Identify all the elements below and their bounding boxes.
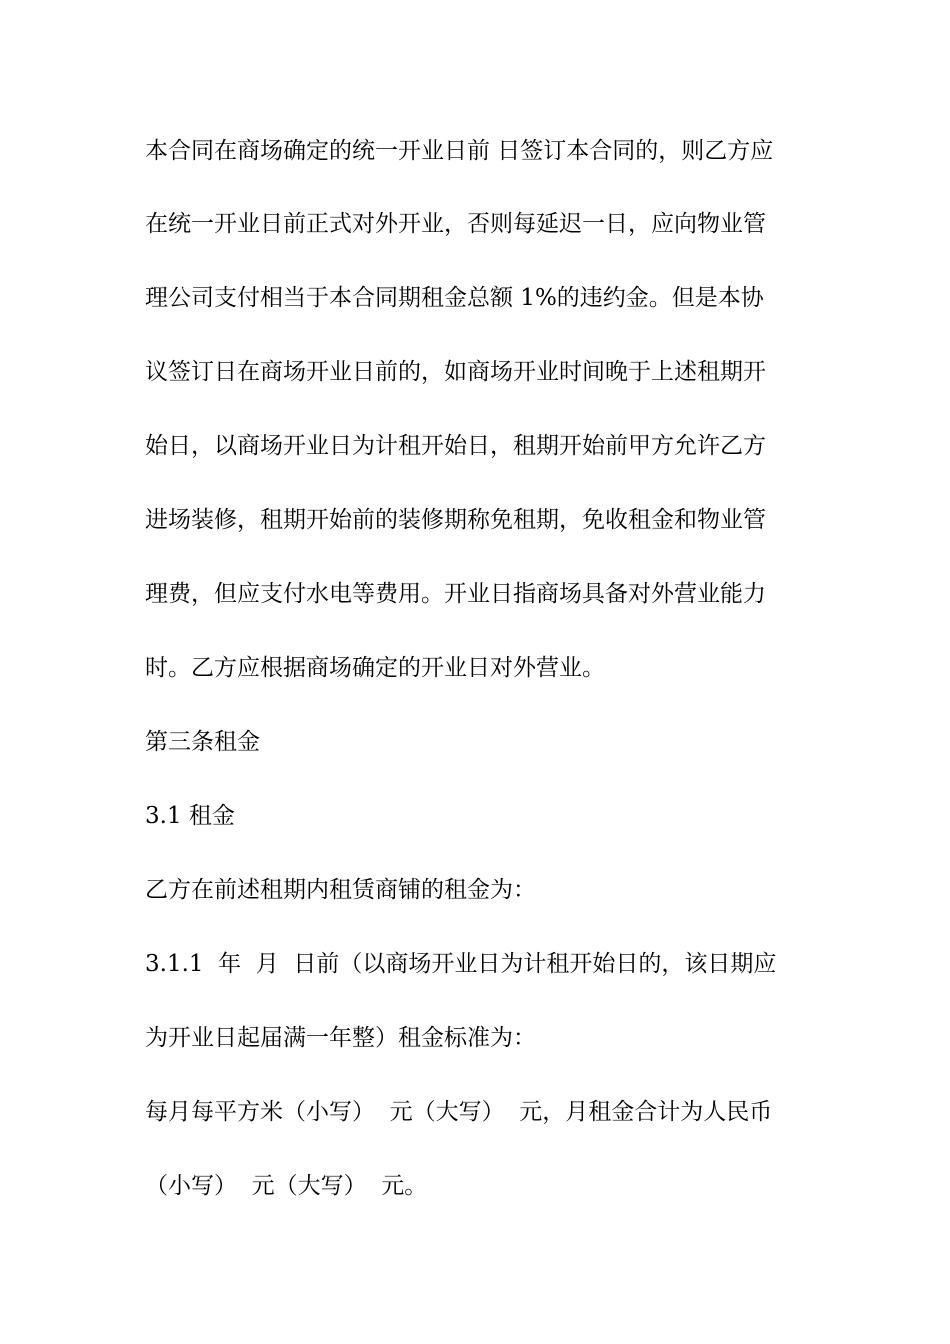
text-line: 理费，但应支付水电等费用。开业日指商场具备对外营业能力 — [145, 581, 766, 607]
text-line: 时。乙方应根据商场确定的开业日对外营业。 — [145, 655, 605, 681]
text-line: 进场装修，租期开始前的装修期称免租期，免收租金和物业管 — [145, 507, 766, 533]
text-line: 理公司支付相当于本合同期租金总额 1%的违约金。但是本协 — [145, 285, 764, 311]
text-line: 本合同在商场确定的统一开业日前 日签订本合同的，则乙方应 — [145, 138, 774, 164]
text-line: 议签订日在商场开业日前的，如商场开业时间晚于上述租期开 — [145, 359, 766, 385]
text-line: （小写） 元（大写） 元。 — [145, 1173, 428, 1199]
text-line: 始日，以商场开业日为计租开始日，租期开始前甲方允许乙方 — [145, 433, 766, 459]
text-line: 在统一开业日前正式对外开业，否则每延迟一日，应向物业管 — [145, 211, 766, 237]
text-line: 为开业日起届满一年整）租金标准为： — [145, 1025, 536, 1051]
text-line: 3.1.1 年 月 日前（以商场开业日为计租开始日的，该日期应 — [145, 951, 777, 977]
section-heading: 第三条租金 — [145, 729, 260, 755]
text-line: 乙方在前述租期内租赁商铺的租金为： — [145, 877, 536, 903]
text-line: 每月每平方米（小写） 元（大写） 元，月租金合计为人民币 — [145, 1099, 773, 1125]
subsection-heading: 3.1 租金 — [145, 803, 235, 829]
